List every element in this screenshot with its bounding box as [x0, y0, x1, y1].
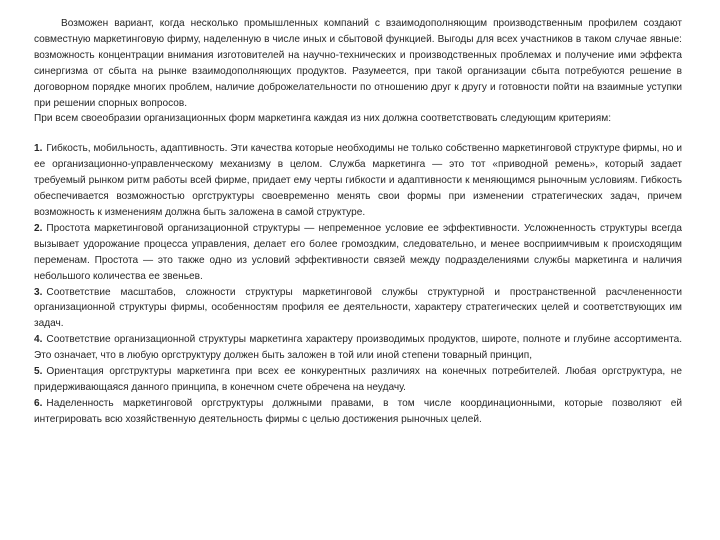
criterion-text: Наделенность маркетинговой оргструктуры должными правами, в том числе координационными, которые позволяют ей интегрировать всю хозяйственную деятельность фирмы с целью достижения рыночных целей.: [34, 397, 682, 425]
criterion-number: 1.: [34, 143, 43, 155]
paragraph-spacer: [34, 127, 682, 141]
criterion-number: 5.: [34, 366, 43, 378]
criterion-5: [34, 364, 682, 396]
criterion-6: [34, 396, 682, 428]
criterion-text: Ориентация оргструктуры маркетинга при всех ее конкурентных различиях на конечных потребителей. Любая оргструктура, не придерживающаяся данного принципа, в конечном счете обречена на неудачу.: [34, 366, 682, 393]
criterion-number: 2.: [34, 222, 43, 234]
criterion-number: 3.: [34, 286, 43, 298]
criterion-text: Соответствие организационной структуры маркетинга характеру производимых продуктов, широте, полноте и глубине ассортимента. Это означает, что в любую оргструктуру должен быть заложен в той или иной степени товарный принцип,: [34, 334, 682, 362]
criterion-3: [34, 285, 682, 333]
criterion-text: Соответствие масштабов, сложности структуры маркетинговой службы структурной и пространственной расчлененности организационной структуры фирмы, особенностям профиля ее деятельности, характеру стратегических целей и соответствующих им задач.: [34, 286, 682, 330]
criterion-1: [34, 141, 682, 221]
criterion-4: [34, 332, 682, 364]
criterion-text: Гибкость, мобильность, адаптивность. Эти качества которые необходимы не только собственно маркетинговой структуре фирмы, но и ее организационно-управленческому механизму в целом. Служба маркетинга — это тот «приводной ремень», который задает требуемый рынком ритм работы всей фирме, придает ему черты гибкости и адаптивности к меняющимся рыночным условиям. Гибкость обеспечивается возможностью оргструктуры своевременно менять свои формы при изменении стратегических задач, причем возможность к изменениям должна быть заложена в самой структуре.: [34, 143, 682, 218]
criterion-number: 6.: [34, 397, 43, 409]
criterion-2: [34, 221, 682, 285]
intro-paragraph: Возможен вариант, когда несколько промышленных компаний с взаимодополняющим производственным профилем создают совместную маркетинговую фирму, наделенную в числе иных и сбытовой функцией. Выгоды для всех участников в таком случае явные: возможность концентрации внимания изготовителей на научно-технических и производственных проблемах и получение ими эффекта синергизма от сбыта на рынке взаимодополняющих продуктов. Разумеется, при такой организации сбыта потребуются решение в договорном порядке многих проблем, наличие доброжелательности по отношению друг к другу и готовности пойти на взаимные уступки при решении спорных вопросов.: [34, 18, 682, 109]
criterion-text: Простота маркетинговой организационной структуры — непременное условие ее эффективности. Усложненность структуры всегда вызывает удорожание процесса управления, делает его более громоздким, следовательно, и менее восприимчивым к происходящим переменам. Простота — это также одно из условий эффективности связей между подразделениями службы маркетинга и наличия небольшого количества ее звеньев.: [34, 222, 682, 282]
criteria-lead-in: При всем своеобразии организационных форм маркетинга каждая из них должна соответствовать следующим критериям:: [34, 113, 611, 125]
criterion-number: 4.: [34, 334, 43, 346]
document-page: [34, 16, 682, 428]
